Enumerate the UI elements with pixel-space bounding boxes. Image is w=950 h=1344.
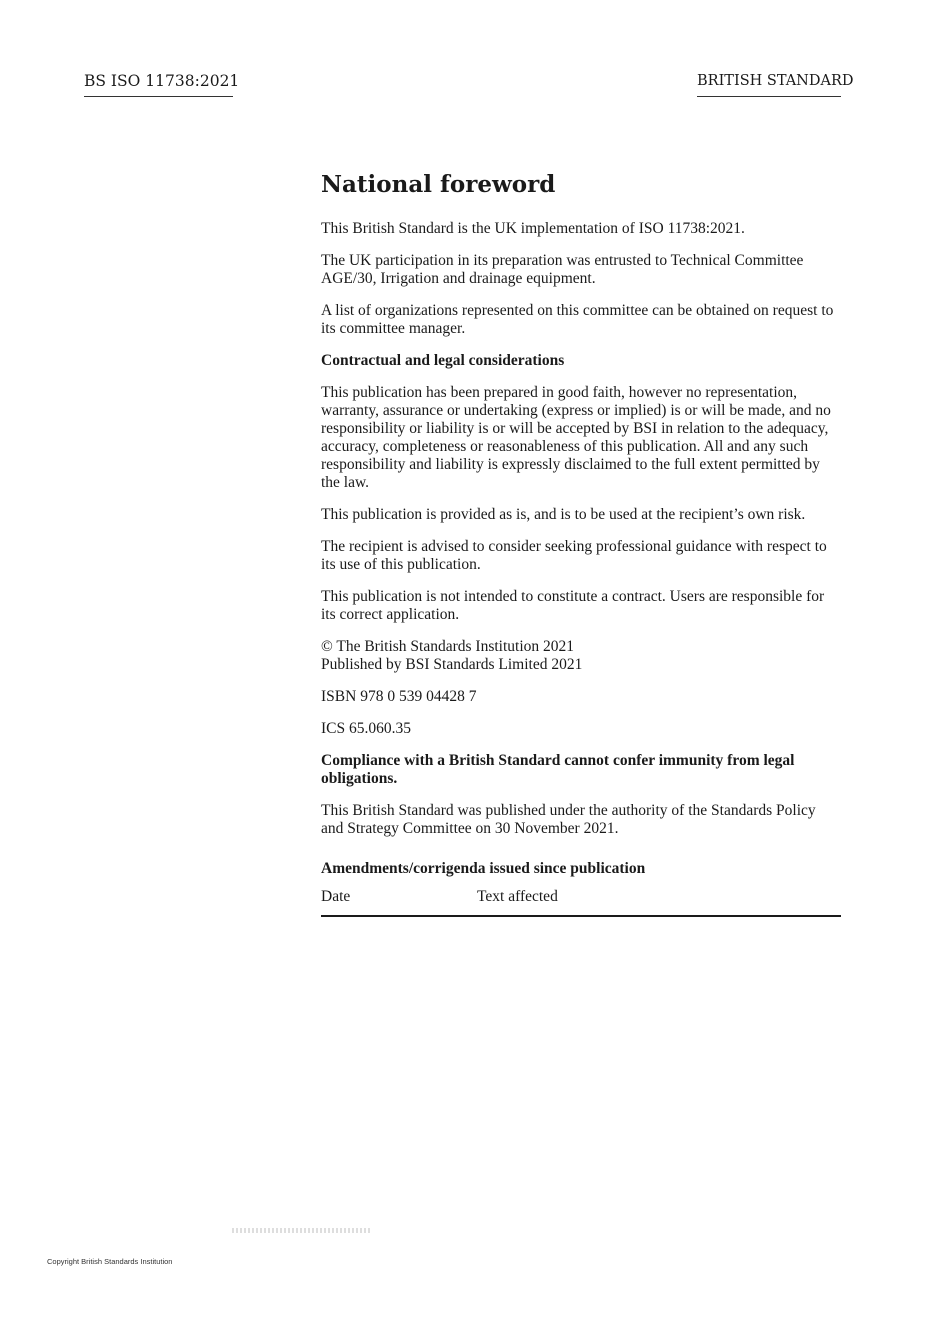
- date-column-header: Date: [321, 888, 351, 905]
- compliance-statement: Compliance with a British Standard cannot confer immunity from legal obligations.: [321, 752, 795, 787]
- amendments-table-header: [321, 888, 841, 917]
- guidance-paragraph: The recipient is advised to consider seeking professional guidance with respect to its use of this publication.: [321, 538, 827, 573]
- page-title: National foreword: [321, 171, 556, 198]
- amendments-heading: Amendments/corrigenda issued since publication: [321, 860, 646, 877]
- publication-info: [321, 638, 841, 674]
- contract-paragraph: This publication is not intended to constitute a contract. Users are responsible for its correct application.: [321, 588, 825, 623]
- authority-paragraph: This British Standard was published under the authority of the Standards Policy and Strategy Committee on 30 November 2021.: [321, 802, 816, 837]
- document-category: BRITISH STANDARD: [697, 70, 841, 97]
- organizations-paragraph: A list of organizations represented on this committee can be obtained on request to its committee manager.: [321, 302, 834, 337]
- as-is-paragraph: This publication is provided as is, and is to be used at the recipient’s own risk.: [321, 506, 806, 523]
- implementation-paragraph: This British Standard is the UK implementation of ISO 11738:2021.: [321, 220, 745, 237]
- contractual-heading: Contractual and legal considerations: [321, 352, 565, 369]
- text-affected-column-header: Text affected: [477, 888, 558, 905]
- ics-code: ICS 65.060.35: [321, 720, 411, 737]
- foreword-body: [321, 170, 841, 917]
- good-faith-paragraph: This publication has been prepared in good faith, however no representation, warranty, assurance or undertaking (express or implied) is or will be made, and no responsibility or liability is or will be accepted by BSI in relation to the adequacy, accuracy, completeness or reasonableness of this publication. All and any such responsibility and liability is expressly disclaimed to the full extent permitted by the law.: [321, 384, 831, 491]
- publisher-line: Published by BSI Standards Limited 2021: [321, 656, 583, 673]
- copyright-footer: Copyright British Standards Institution: [47, 1257, 173, 1266]
- committee-paragraph: The UK participation in its preparation was entrusted to Technical Committee AGE/30, Irrigation and drainage equipment.: [321, 252, 804, 287]
- isbn: ISBN 978 0 539 04428 7: [321, 688, 477, 705]
- document-id: BS ISO 11738:2021: [84, 70, 233, 97]
- faint-watermark-line: [232, 1228, 370, 1233]
- copyright-line: © The British Standards Institution 2021: [321, 638, 575, 655]
